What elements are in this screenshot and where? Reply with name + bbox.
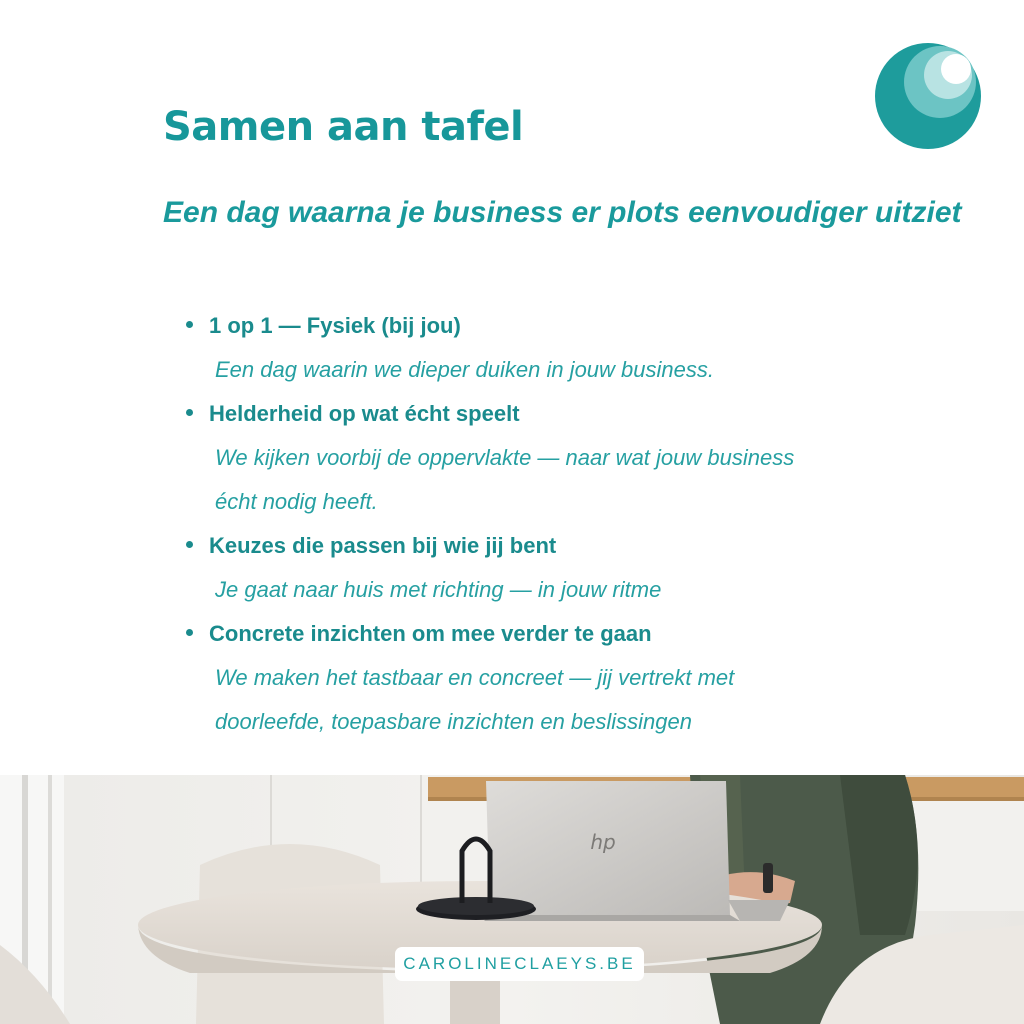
item-title: Helderheid op wat écht speelt [209,401,520,426]
list-item [186,394,906,524]
list-item [186,526,906,612]
list-item [186,614,906,744]
list-item [186,306,906,392]
item-title: Concrete inzichten om mee verder te gaan [209,621,652,646]
crescent-logo-icon [874,42,982,150]
page-title: Samen aan tafel [163,104,524,150]
svg-text:hp: hp [590,830,616,854]
bullet-icon [186,321,193,328]
item-description: Een dag waarin we dieper duiken in jouw business. [215,357,714,382]
bullet-icon [186,409,193,416]
item-title: 1 op 1 — Fysiek (bij jou) [209,313,461,338]
item-description: We kijken voorbij de oppervlakte — naar wat jouw business écht nodig heeft. [215,445,795,514]
laptop-table-photo [0,775,1024,1024]
benefits-list [186,306,906,746]
item-description: We maken het tastbaar en concreet — jij vertrekt met doorleefde, toepasbare inzichten en beslissingen [215,665,735,734]
website-badge[interactable]: CAROLINECLAEYS.BE [395,947,644,981]
item-title: Keuzes die passen bij wie jij bent [209,533,557,558]
bullet-icon [186,541,193,548]
page-subtitle: Een dag waarna je business er plots eenvoudiger uitziet [163,196,962,229]
item-description: Je gaat naar huis met richting — in jouw ritme [215,577,662,602]
bullet-icon [186,629,193,636]
